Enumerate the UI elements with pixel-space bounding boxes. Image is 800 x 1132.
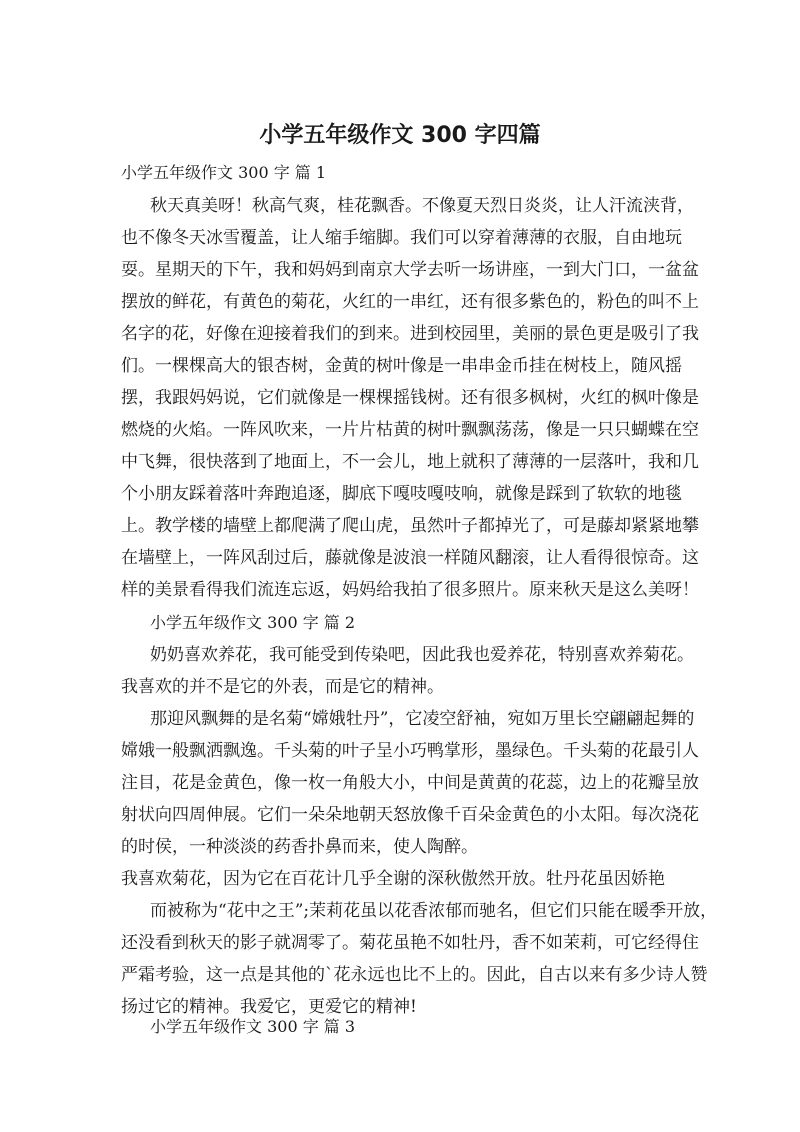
paragraph-line: 摆，我跟妈妈说，它们就像是一棵棵摇钱树。还有很多枫树，火红的枫叶像是 <box>121 388 699 408</box>
paragraph-line: 摆放的鲜花，有黄色的菊花，火红的一串红，还有很多紫色的，粉色的叫不上 <box>121 292 699 312</box>
paragraph-line: 们。一棵棵高大的银杏树，金黄的树叶像是一串串金币挂在树枝上，随风摇 <box>121 356 682 376</box>
paragraph-line: 射状向四周伸展。它们一朵朵地朝天怒放像千百朵金黄色的小太阳。每次浇花 <box>121 805 699 825</box>
paragraph-line: 奶奶喜欢养花，我可能受到传染吧，因此我也爱养花，特别喜欢养菊花。 <box>150 645 694 665</box>
paragraph-line: 个小朋友踩着落叶奔跑追逐，脚底下嘎吱嘎吱响，就像是踩到了软软的地毯 <box>121 484 682 504</box>
paragraph-line: 中飞舞，很快落到了地面上，不一会儿，地上就积了薄薄的一层落叶，我和几 <box>121 452 699 472</box>
paragraph-line: 的时侯，一种淡淡的药香扑鼻而来，使人陶醉。 <box>121 837 478 857</box>
paragraph-line: 燃烧的火焰。一阵风吹来，一片片枯黄的树叶飘飘荡荡，像是一只只蝴蝶在空 <box>121 420 699 440</box>
paragraph-line: 严霜考验，这一点是其他的`花永远也比不上的。因此，自古以来有多少诗人赞 <box>121 965 708 985</box>
paragraph-line: 而被称为“花中之王”;茉莉花虽以花香浓郁而驰名，但它们只能在暖季开放， <box>150 901 718 921</box>
paragraph-line: 嫦娥一般飘洒飘逸。千头菊的叶子呈小巧鸭掌形，墨绿色。千头菊的花最引人 <box>121 741 699 761</box>
paragraph-line: 也不像冬天冰雪覆盖，让人缩手缩脚。我们可以穿着薄薄的衣服，自由地玩 <box>121 228 682 248</box>
paragraph-line: 上。教学楼的墙壁上都爬满了爬山虎，虽然叶子都掉光了，可是藤却紧紧地攀 <box>121 516 699 536</box>
paragraph-line: 那迎风飘舞的是名菊“嫦娥牡丹”，它凌空舒袖，宛如万里长空翩翩起舞的 <box>150 709 695 729</box>
paragraph-line: 注目，花是金黄色，像一枚一角般大小，中间是黄黄的花蕊，边上的花瓣呈放 <box>121 773 699 793</box>
section-heading-2: 小学五年级作文 300 字 篇 2 <box>150 613 356 632</box>
page-title: 小学五年级作文 300 字四篇 <box>259 123 541 148</box>
section-heading-1: 小学五年级作文 300 字 篇 1 <box>121 163 327 182</box>
paragraph-line: 在墙壁上，一阵风刮过后，藤就像是波浪一样随风翻滚，让人看得很惊奇。这 <box>121 548 699 568</box>
paragraph-line: 扬过它的精神。我爱它，更爱它的精神! <box>121 997 417 1017</box>
paragraph-line: 耍。星期天的下午，我和妈妈到南京大学去听一场讲座，一到大门口，一盆盆 <box>121 260 699 280</box>
paragraph-line: 样的美景看得我们流连忘返，妈妈给我拍了很多照片。原来秋天是这么美呀！ <box>121 580 699 600</box>
paragraph-line: 名字的花，好像在迎接着我们的到来。进到校园里，美丽的景色更是吸引了我 <box>121 324 699 344</box>
section-heading-3: 小学五年级作文 300 字 篇 3 <box>150 1017 356 1036</box>
paragraph-line: 秋天真美呀！秋高气爽，桂花飘香。不像夏天烈日炎炎，让人汗流浃背， <box>150 196 694 216</box>
paragraph-line: 我喜欢的并不是它的外表，而是它的精神。 <box>121 677 444 697</box>
paragraph-line: 还没看到秋天的影子就凋零了。菊花虽艳不如牡丹，香不如茉莉，可它经得住 <box>121 933 699 953</box>
paragraph-line: 我喜欢菊花，因为它在百花计几乎全谢的深秋傲然开放。牡丹花虽因娇艳 <box>121 869 665 889</box>
